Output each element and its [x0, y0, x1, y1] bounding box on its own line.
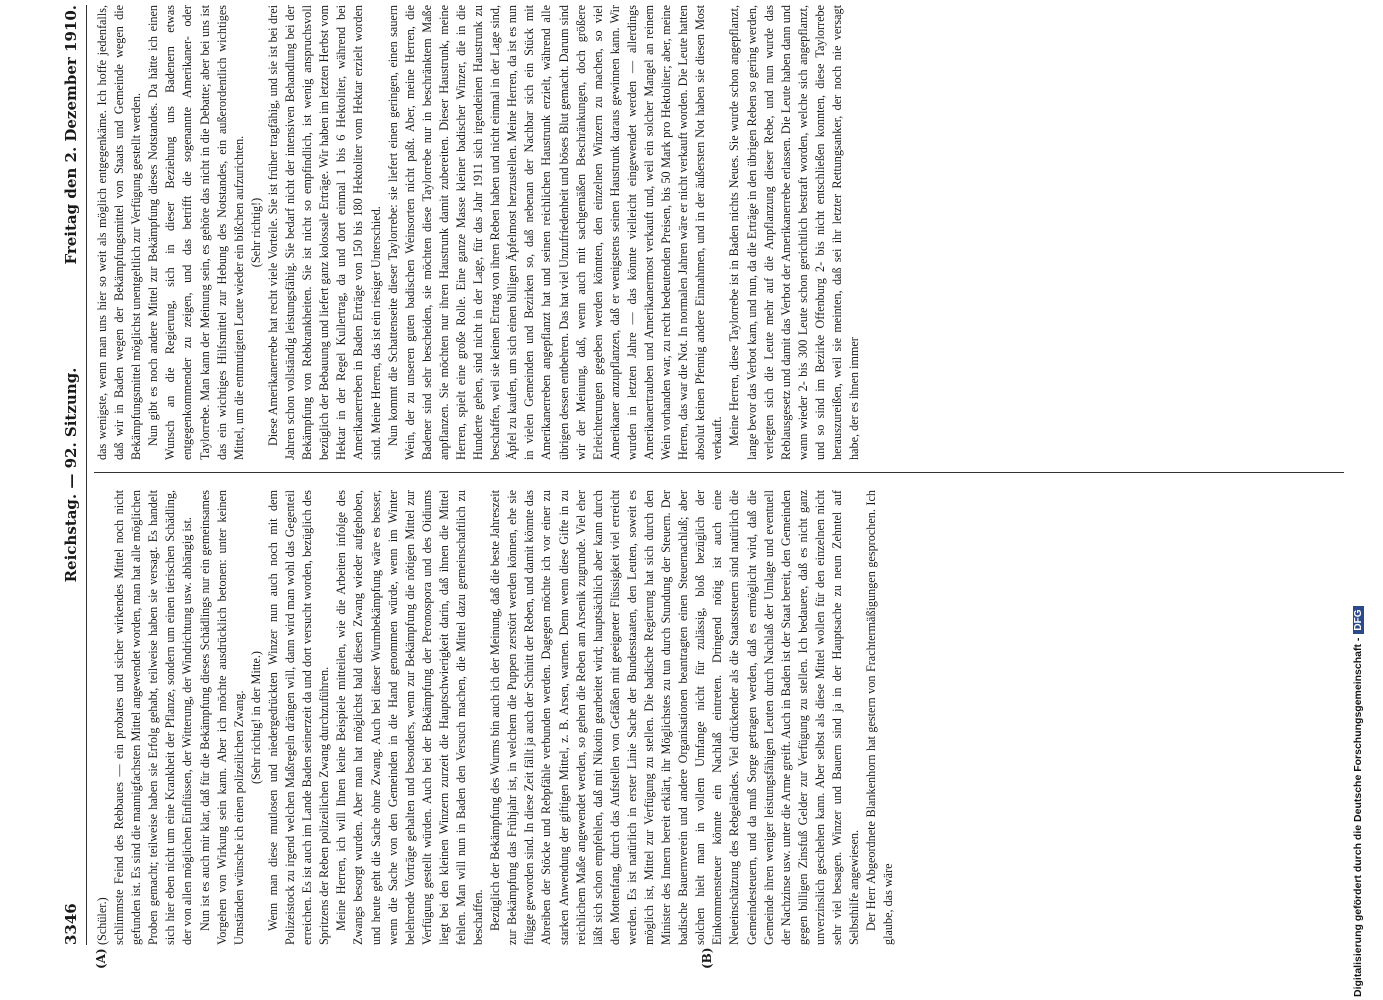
paragraph: (Schüler.): [95, 897, 109, 945]
page-number: 3346: [62, 903, 80, 945]
session-date: Freitag den 2. Dezember 1910.: [62, 5, 80, 265]
column-divider: [94, 472, 1344, 473]
running-header: [60, 5, 87, 945]
session-title: Reichstag. — 92. Sitzung.: [62, 367, 80, 583]
left-column: [94, 490, 1344, 945]
rotated-page: [60, 5, 1350, 969]
paragraph: schlimmste Feind des Rebbaues — ein probates und sicher wirkendes Mittel noch nicht gefunden ist. Es sind die mannigfachsten Mittel angewendet worden, man hat alle möglichen Proben gemacht; teilweise haben sie Erfolg gehabt, teilweise haben sie versagt. Es handelt sich hier eben nicht um eine Krankheit der Pflanze, sondern um einen tierischen Schädling, der von allen möglichen Einflüssen, der Witterung, der Windrichtung usw. abhängig ist.: [112, 490, 195, 945]
paragraph: Wenn man diese mutlosen und niedergedrückten Winzer nun auch noch mit dem Polizeistock zu irgend welchen Maßregeln drängen will, dann wird man wohl das Gegenteil erreichen. Es ist auch im Lande Baden seinerzeit da und dort versucht worden, bezüglich des Spritzens der Reben polizeilichen Zwang durchzuführen.: [265, 490, 332, 945]
paragraph: Der Herr Abgeordnete Blankenhorn hat gestern von Frachtermäßigungen gesprochen. Ich glaube, das wäre: [864, 490, 896, 945]
paragraph: Meine Herren, diese Taylorrebe ist in Baden nichts Neues. Sie wurde schon angepflanzt, lange bevor das Verbot kam, und nun, da die Erträge in den übrigen Reben so gering werden, verlegten sich die Leute mehr auf die Anpflanzung dieser Rebe, und nun wurde das Reblausgesetz und damit das Verbot der Amerikanerrebe erlassen. Die Leute haben dann und wann wieder 2- bis 300 Leute schon gerichtlich bestraft worden, welche sich angepflanzt, und so sind im Bezirke Offenburg 2- bis nicht entschließen konnten, diese Taylorrebe herauszureißen, weil sie meinten, daß sei ihr letzter Rettungsanker, der noch nie versagt habe, der es ihnen immer: [727, 5, 862, 460]
paragraph: das wenigste, wenn man uns hier so weit als möglich entgegenkäme. Ich hoffe jedenfalls, daß wir in Baden wegen der Bekämpfungsmittel von Staats und Gemeinde wegen die Bekämpfungsmittel möglichst unentgeltlich zur Verfügung gestellt werden.: [95, 5, 144, 460]
dfg-logo: DFG: [1353, 607, 1364, 634]
paragraph: Diese Amerikanerrebe hat recht viele Vorteile. Sie ist früher tragfähig, und sie ist bei drei Jahren schon vollständig leistungsfähig. Sie bedarf nicht der intensiven Behandlung bei der Bekämpfung von Rebkrankheiten. Sie ist nicht so empfindlich, ist wenig anspruchsvoll bezüglich der Bebauung und liefert ganz kolossale Erträge. Wir haben im letzten Herbst vom Hektar in der Regel Kullertrag, da und dort einmal 1 bis 6 Hektoliter, während bei Amerikanerreben in Baden Erträge von 150 bis 180 Hektoliter vom Hektar erzielt worden sind. Meine Herren, das ist ein riesiger Unterschied.: [265, 5, 383, 460]
interjection: (Sehr richtig! in der Mitte.): [248, 651, 263, 785]
funding-text: Digitalisierung gefördert durch die Deutsche Forschungsgemeinschaft -: [1352, 637, 1364, 997]
margin-marker-b: (B): [700, 947, 714, 969]
paragraph: Nun kommt die Schattenseite dieser Taylorrebe: sie liefert einen geringen, einen sauern Wein, der zu unseren guten badischen Weinsorten nicht paßt. Aber, meine Herren, die Badener sind sehr bescheiden, sie möchten diese Taylorrebe nur in beschränktem Maße anpflanzen. Sie möchten nur ihren Haustrunk damit zubereiten. Dieser Haustrunk, meine Herren, spielt eine große Rolle. Eine ganze Masse kleiner badischer Winzer, die in die Hunderte gehen, sind nicht in der Lage, für das Jahr 1911 sich irgendeinen Haustrunk zu beschaffen, weil sie keinen Ertrag von ihren Reben haben und nicht einmal in der Lage sind, Äpfel zu kaufen, um sich einen billigen Äpfelmost herzustellen. Meine Herren, da ist es nun in vielen Gemeinden und Bezirken so, daß nebenan der Nachbar sich ein Stück mit Amerikanerreben angepflanzt hat und seinen reichlichen Haustrunk erzielt, während alle übrigen dessen entbehren. Das hat viel Unzufriedenheit und böses Blut gemacht. Darum sind wir der Meinung, daß, wenn auch mit sachgemäßen Beschränkungen, doch größere Erleichterungen gegeben werden könnten, den einzelnen Winzern zu machen, so viel Amerikaner anzupflanzen, daß er wenigstens seinen Haustrunk daraus gewinnen kann. Wir wurden in letzten Jahre — das könnte vielleicht eingewendet werden — allerdings Amerikanertrauben und Amerikanermost verkauft und, weil ein solcher Mangel an reinem Wein vorhanden war, zu recht bedeutenden Preisen, bis 50 Mark pro Hektoliter; aber, meine Herren, das war die Not. In normalen Jahren wäre er nicht verkauft worden. Die Leute hatten absolut keinen Pfennig andere Einnahmen, und in der äußersten Not haben sie diesen Most verkauft.: [385, 5, 725, 460]
paragraph: Meine Herren, ich will Ihnen keine Beispiele mitteilen, wie die Arbeiten infolge des Zwangs besorgt wurden. Aber man hat möglichst bald diesen Zwang wieder aufgehoben, und heute geht die Sache ohne Zwang. Auch bei dieser Wurmbekämpfung wäre es besser, wenn die Sache von den Gemeinden in die Hand genommen würde, wenn im Winter belehrende Vorträge gehalten und besonders, wenn zur Bekämpfung die nötigen Mittel zur Verfügung gestellt würden. Auch bei der Bekämpfung der Peronospora und des Oidiums liegt bei den kleinen Winzern zurzeit die Hauptschwierigkeit darin, daß ihnen die Mittel fehlen. Man will nun in Baden den Versuch machen, die Mittel dazu gemeinschaftlich zu beschaffen.: [334, 490, 486, 945]
paragraph: Nun gibt es noch andere Mittel zur Bekämpfung dieses Notstandes. Da hätte ich einen Wunsch an die Regierung, sich in dieser Beziehung uns Badenern etwas entgegenkommender zu zeigen, und das betrifft die sogenannte Amerikaner- oder Taylorrebe. Man kann der Meinung sein, es gehöre das nicht in die Debatte; aber bei uns ist das ein wichtiges Hilfsmittel zur Hebung des Notstandes, ein außerordentlich wichtiges Mittel, um die entmutigten Leute wieder ein bißchen aufzurichten.: [146, 5, 246, 460]
funding-note: [1352, 2, 1374, 997]
interjection: (Sehr richtig!): [248, 197, 263, 268]
paragraph: Nun ist es auch mir klar, daß für die Bekämpfung dieses Schädlings nur ein gemeinsames Vorgehen von Wirkung sein kann. Aber ich möchte ausdrücklich betonen: unter keinen Umständen wünsche ich einen polizeilichen Zwang.: [197, 490, 246, 945]
right-column: [94, 5, 1344, 460]
margin-marker-a: (A): [94, 948, 108, 969]
paragraph: Bezüglich der Bekämpfung des Wurms bin auch ich der Meinung, daß die beste Jahreszeit zur Bekämpfung das Frühjahr ist, in welchem die Puppen zerstört werden können, ehe sie flügge geworden sind. In diese Zeit fällt ja auch der Schnitt der Reben, und damit könnte das Abreiben der Stöcke und Rebpfähle verbunden werden. Dagegen möchte ich vor einer zu starken Anwendung der giftigen Mittel, z. B. Arsen, warnen. Denn wenn diese Gifte in zu reichlichem Maße angewendet werden, so gehen die Reben am Arsenik zugrunde. Viel eher läßt sich schon empfehlen, daß mit Nikotin gearbeitet wird; hauptsächlich aber kann durch den Mottenfang, durch das Aufstellen von Gefäßen mit geeigneter Flüssigkeit viel erreicht werden. Es ist natürlich in erster Linie Sache der Bundesstaaten, den Leuten, soweit es möglich ist, Mittel zur Verfügung zu stellen. Die badische Regierung hat sich durch den Minister des Innern bereit erklärt, ihr Möglichstes zu tun durch Stundung der Steuern. Der badische Bauernverein und andere Organisationen beantragten einen Steuernachlaß; aber solchen hielt man in vollem Umfange nicht für zulässig, bloß bezüglich der Einkommensteuer könnte ein Nachlaß eintreten. Dringend nötig ist auch eine Neueinschätzung des Rebgeländes. Viel drückender als die Staatssteuern sind natürlich die Gemeindesteuern, und da muß Sorge getragen werden, daß es ermöglicht wird, daß die Gemeinde ihren weniger leistungsfähigen Leuten durch Nachlaß der Umlage und eventuell der Nachzinse usw. unter die Arme greift. Auch in Baden ist der Staat bereit, den Gemeinden gegen billigen Zinsfuß Gelder zur Verfügung zu stellen. Ich bedauere, daß es nicht ganz unverzinslich geschehen kann. Aber selbst als diese Mittel wollen für den einzelnen nicht sehr viel besagen. Winzer und Bauern sind ja in der Hauptsache zu neun Zehntel auf Selbsthilfe angewiesen.: [488, 490, 862, 945]
